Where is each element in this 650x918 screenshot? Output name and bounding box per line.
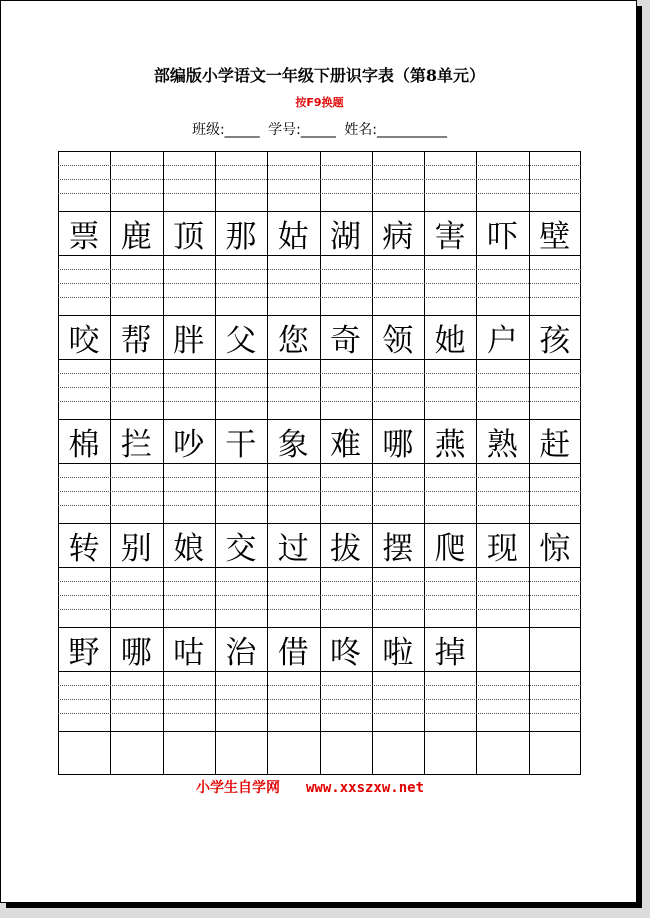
page-shadow-right (637, 6, 642, 908)
site-url-link[interactable]: www.xxszxw.net (306, 780, 425, 796)
footer (196, 777, 424, 797)
pinyin-guide-line (58, 699, 581, 700)
class-field[interactable]: 班级:_____ (191, 122, 260, 138)
character-cell: 象 (277, 426, 309, 463)
pinyin-guide-line (58, 373, 581, 374)
pinyin-band-top-line (58, 567, 581, 568)
character-cell: 那 (225, 218, 257, 255)
character-cell (476, 731, 528, 775)
character-cell: 摆 (382, 530, 414, 567)
page-shadow-bottom (6, 903, 642, 908)
character-cell: 别 (120, 530, 152, 567)
character-cell: 啦 (382, 634, 414, 671)
character-cell: 难 (330, 426, 361, 463)
pinyin-guide-line (58, 179, 581, 180)
character-cell (529, 731, 581, 775)
character-cell (267, 731, 319, 775)
character-cell: 借 (277, 634, 309, 671)
character-cell: 壁 (539, 218, 571, 255)
character-cell: 帮 (120, 322, 152, 359)
character-cell: 现 (486, 530, 518, 567)
pinyin-band-top-line (58, 359, 581, 360)
character-cell: 咚 (330, 634, 361, 671)
character-cell: 吵 (173, 426, 205, 463)
character-cell: 湖 (330, 218, 361, 255)
character-cell: 惊 (539, 530, 571, 567)
character-cell (215, 731, 267, 775)
character-cell (110, 731, 162, 775)
refresh-hint: 按F9换题 (295, 96, 344, 109)
character-cell: 姑 (277, 218, 309, 255)
student-name-field[interactable]: 姓名:__________ (344, 122, 448, 138)
student-number-field[interactable]: 学号:_____ (268, 122, 336, 138)
character-grid (58, 151, 581, 775)
character-cell (476, 627, 528, 671)
pinyin-guide-line (58, 387, 581, 388)
character-cell: 病 (382, 218, 414, 255)
pinyin-guide-line (58, 491, 581, 492)
character-cell: 害 (434, 218, 466, 255)
character-cell: 燕 (434, 426, 466, 463)
pinyin-guide-line (58, 581, 581, 582)
character-cell (372, 731, 424, 775)
pinyin-band-top-line (58, 463, 581, 464)
pinyin-guide-line (58, 283, 581, 284)
pinyin-guide-line (58, 609, 581, 610)
character-cell: 哪 (382, 426, 414, 463)
character-cell: 您 (277, 322, 309, 359)
character-cell: 干 (225, 426, 257, 463)
character-cell: 爬 (434, 530, 466, 567)
character-cell (58, 731, 110, 775)
character-cell: 哪 (120, 634, 152, 671)
pinyin-band-top-line (58, 671, 581, 672)
pinyin-guide-line (58, 595, 581, 596)
character-cell: 胖 (173, 322, 205, 359)
character-cell: 熟 (486, 426, 518, 463)
character-cell: 棉 (68, 426, 100, 463)
character-cell: 奇 (330, 322, 361, 359)
character-cell: 孩 (539, 322, 571, 359)
character-cell (320, 731, 372, 775)
character-cell: 父 (225, 322, 257, 359)
pinyin-band-top-line (58, 255, 581, 256)
character-cell: 交 (225, 530, 257, 567)
student-info-line (1, 119, 638, 139)
character-cell: 她 (434, 322, 466, 359)
pinyin-guide-line (58, 165, 581, 166)
character-cell: 拔 (330, 530, 361, 567)
page-title: 部编版小学语文一年级下册识字表（第8单元） (153, 66, 486, 85)
character-cell: 吓 (486, 218, 518, 255)
pinyin-guide-line (58, 401, 581, 402)
character-cell (529, 627, 581, 671)
character-cell: 户 (486, 322, 518, 359)
pinyin-guide-line (58, 713, 581, 714)
character-cell: 顶 (173, 218, 205, 255)
character-cell: 咬 (68, 322, 100, 359)
character-cell: 过 (277, 530, 309, 567)
pinyin-guide-line (58, 193, 581, 194)
site-name: 小学生自学网 (196, 780, 280, 796)
character-cell: 拦 (120, 426, 152, 463)
pinyin-guide-line (58, 477, 581, 478)
pinyin-band-top-line (58, 151, 581, 152)
character-cell (424, 731, 476, 775)
character-cell: 掉 (434, 634, 466, 671)
pinyin-guide-line (58, 269, 581, 270)
character-cell: 鹿 (120, 218, 152, 255)
character-cell: 治 (225, 634, 257, 671)
character-cell: 娘 (173, 530, 205, 567)
character-cell (163, 731, 215, 775)
pinyin-guide-line (58, 297, 581, 298)
pinyin-guide-line (58, 505, 581, 506)
character-cell: 咕 (173, 634, 205, 671)
character-cell: 赶 (539, 426, 571, 463)
character-cell: 转 (68, 530, 100, 567)
pinyin-guide-line (58, 685, 581, 686)
character-cell: 野 (68, 634, 100, 671)
character-cell: 票 (68, 218, 100, 255)
character-cell: 领 (382, 322, 414, 359)
